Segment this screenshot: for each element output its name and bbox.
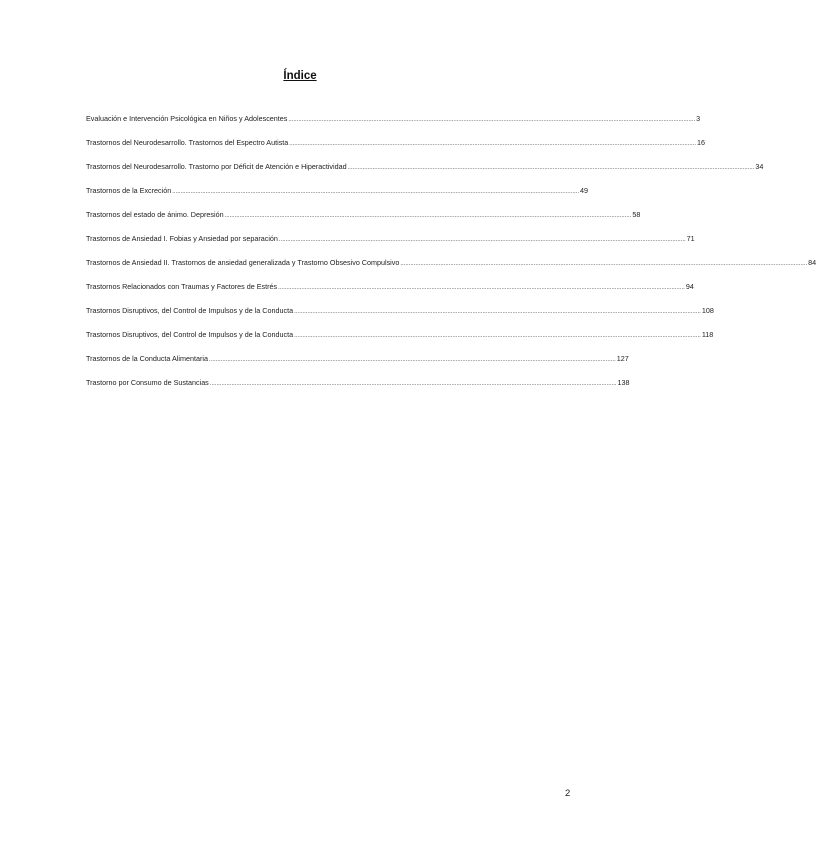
toc-entry-page: 108 [701,306,714,315]
toc-entry-page: 49 [579,186,588,195]
toc-entry-page: 58 [632,210,641,219]
toc-entry-page: 127 [616,354,629,363]
toc-entry-title: Trastornos del Neurodesarrollo. Trastorno por Déficit de Atención e Hiperactividad [86,162,347,171]
toc-entry[interactable] [86,162,764,186]
dot-leader [209,354,616,365]
toc-entry-page: 138 [617,378,630,387]
dot-leader [278,282,685,293]
toc-entry-title: Trastornos de la Conducta Alimentaria [86,354,208,363]
toc-entry-title: Trastornos del estado de ánimo. Depresión [86,210,224,219]
toc-entry-page: 118 [701,330,714,339]
toc-entry[interactable] [86,258,816,282]
dot-leader [294,306,701,317]
toc-entry-title: Trastorno por Consumo de Sustancias [86,378,209,387]
page-number: 2 [565,788,571,799]
toc-entry-page: 71 [686,234,695,243]
dot-leader [279,234,686,245]
toc-entry[interactable] [86,186,588,210]
dot-leader [172,186,579,197]
toc-entry-title: Trastornos de la Excreción [86,186,172,195]
dot-leader [400,258,807,269]
table-of-contents [86,114,816,402]
toc-entry-title: Trastornos Disruptivos, del Control de Impulsos y de la Conducta [86,306,294,315]
toc-entry[interactable] [86,330,714,354]
dot-leader [225,210,632,221]
dot-leader [294,330,701,341]
toc-entry[interactable] [86,234,695,258]
dot-leader [348,162,755,173]
toc-entry[interactable] [86,210,641,234]
toc-entry-page: 34 [755,162,764,171]
toc-entry-title: Trastornos Relacionados con Traumas y Factores de Estrés [86,282,278,291]
dot-leader [210,378,617,389]
toc-entry-title: Trastornos del Neurodesarrollo. Trastornos del Espectro Autista [86,138,289,147]
toc-entry[interactable] [86,282,694,306]
toc-entry-title: Trastornos de Ansiedad II. Trastornos de ansiedad generalizada y Trastorno Obsesivo Compulsivo [86,258,400,267]
toc-entry-title: Trastornos Disruptivos, del Control de Impulsos y de la Conducta [86,330,294,339]
toc-entry[interactable] [86,306,714,330]
toc-entry-page: 94 [685,282,694,291]
dot-leader [288,114,695,125]
toc-entry-page: 3 [696,114,701,123]
toc-entry[interactable] [86,114,701,138]
dot-leader [289,138,696,149]
toc-entry-page: 16 [697,138,706,147]
toc-entry[interactable] [86,354,629,378]
toc-entry[interactable] [86,138,706,162]
toc-entry-page: 84 [808,258,816,267]
toc-entry-title: Evaluación e Intervención Psicológica en Niños y Adolescentes [86,114,288,123]
toc-entry[interactable] [86,378,630,402]
page-title: Índice [283,70,317,82]
toc-entry-title: Trastornos de Ansiedad I. Fobias y Ansiedad por separación [86,234,278,243]
